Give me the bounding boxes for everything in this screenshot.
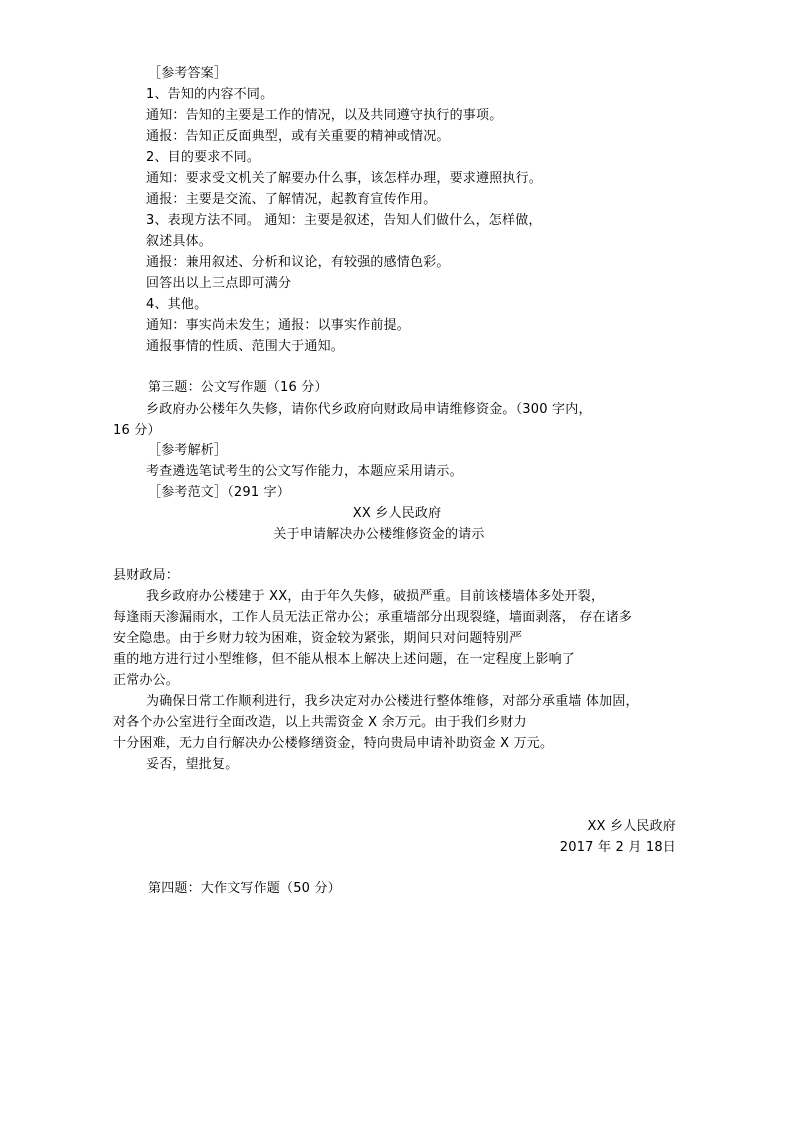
answer-line: 通报：兼用叙述、分析和议论，有较强的感情色彩。	[146, 255, 450, 270]
letter-paragraph-line: 每逢雨天渗漏雨水，工作人员无法正常办公；承重墙部分出现裂缝，墙面剥落， 存在诸多	[113, 610, 633, 625]
answer-line: 通知：告知的主要是工作的情况，以及共同遵守执行的事项。	[146, 108, 503, 123]
letter-subject: 关于申请解决办公楼维修资金的请示	[273, 527, 485, 542]
answer-line: 通知：要求受文机关了解要办什么事，该怎样办理，要求遵照执行。	[146, 171, 543, 186]
letter-paragraph-line: 为确保日常工作顺利进行，我乡决定对办公楼进行整体维修，对部分承重墙 体加固，	[146, 694, 639, 709]
letter-closing: 妥否，望批复。	[146, 757, 239, 772]
answer-line: 1、告知的内容不同。	[146, 87, 274, 102]
question-3-title: 第三题：公文写作题（16 分）	[148, 380, 328, 395]
question-4-title: 第四题：大作文写作题（50 分）	[148, 881, 341, 896]
letter-paragraph-line: 对各个办公室进行全面改造，以上共需资金 X 余万元。由于我们乡财力	[113, 715, 527, 730]
letter-signature: XX 乡人民政府	[587, 819, 676, 834]
answer-line: 3、表现方法不同。 通知：主要是叙述，告知人们做什么，怎样做，	[146, 213, 542, 228]
letter-date: 2017 年 2 月 18日	[559, 840, 676, 855]
answer-line: 2、目的要求不同。	[146, 150, 261, 165]
answer-line: 通报：主要是交流、了解情况，起教育宣传作用。	[146, 192, 437, 207]
answer-heading: ［参考答案］	[148, 66, 228, 81]
answer-line: 通报：告知正反面典型，或有关重要的精神或情况。	[146, 129, 450, 144]
letter-addressee: 县财政局：	[113, 568, 180, 583]
letter-paragraph-line: 正常办公。	[113, 673, 180, 688]
letter-org: XX 乡人民政府	[352, 506, 442, 521]
letter-paragraph-line: 十分困难，无力自行解决办公楼修缮资金，特向贵局申请补助资金 X 万元。	[113, 736, 554, 751]
answer-line: 通报事情的性质、范围大于通知。	[146, 339, 345, 354]
letter-paragraph-line: 我乡政府办公楼建于 XX，由于年久失修，破损严重。目前该楼墙体多处开裂，	[146, 589, 605, 604]
analysis-heading: ［参考解析］	[148, 443, 228, 458]
answer-line: 4、其他。	[146, 297, 208, 312]
analysis-text: 考查遴选笔试考生的公文写作能力，本题应采用请示。	[146, 464, 463, 479]
question-3-prompt: 乡政府办公楼年久失修，请你代乡政府向财政局申请维修资金。（300 字内，	[146, 402, 592, 417]
letter-paragraph-line: 重的地方进行过小型维修，但不能从根本上解决上述问题，在一定程度上影响了	[113, 652, 576, 667]
answer-line: 通知：事实尚未发生；通报：以事实作前提。	[146, 318, 411, 333]
letter-paragraph-line: 安全隐患。由于乡财力较为困难，资金较为紧张，期间只对问题特别严	[113, 631, 523, 646]
sample-heading: ［参考范文］（291 字）	[148, 485, 291, 500]
question-3-prompt: 16 分）	[113, 423, 161, 438]
answer-line: 叙述具体。	[146, 234, 213, 249]
answer-line: 回答出以上三点即可满分	[146, 276, 292, 291]
